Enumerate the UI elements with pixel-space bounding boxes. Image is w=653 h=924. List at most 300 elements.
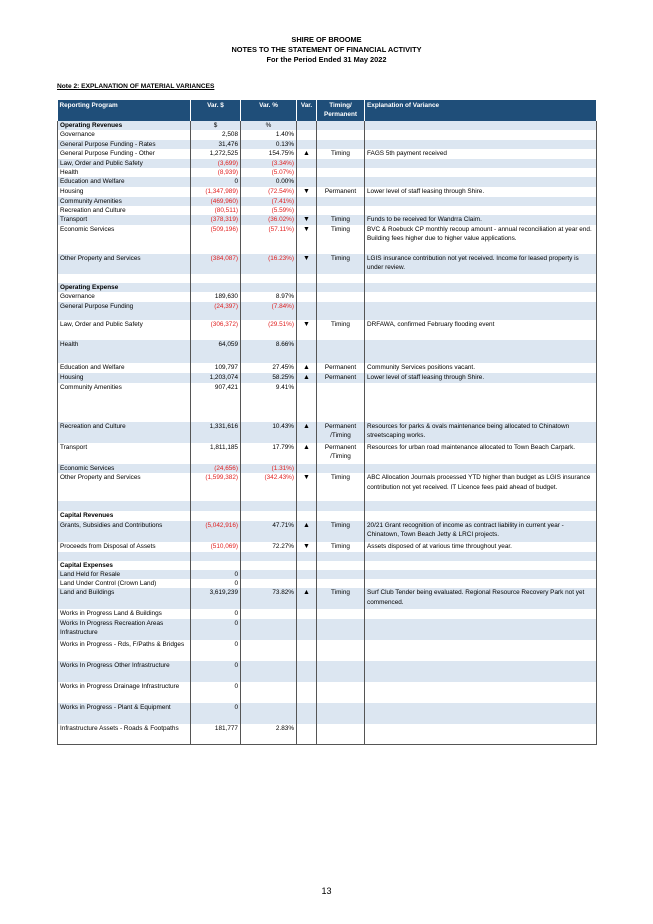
cell-timing: Timing [317, 215, 365, 224]
cell-explanation [365, 570, 597, 579]
cell-var-percent [241, 501, 297, 511]
cell-var-dollar: 189,630 [191, 292, 241, 302]
cell-var-percent: 27.45% [241, 363, 297, 373]
variance-arrow-icon: ▲ [297, 149, 317, 159]
cell-timing [317, 661, 365, 682]
variance-arrow-icon: ▼ [297, 225, 317, 254]
cell-var-percent: (5.07%) [241, 168, 297, 177]
table-row [58, 121, 597, 130]
cell-var-percent [241, 703, 297, 724]
cell-program: Works in Progress - Plant & Equipment [58, 703, 191, 724]
cell-timing [317, 619, 365, 640]
cell-var-percent: 154.75% [241, 149, 297, 159]
cell-program: Other Property and Services [58, 473, 191, 501]
cell-var-dollar [191, 274, 241, 283]
table-row [58, 177, 597, 186]
variance-arrow-icon: ▲ [297, 363, 317, 373]
table-row [58, 511, 597, 520]
cell-var-percent: (36.02%) [241, 215, 297, 224]
table-row [58, 579, 597, 588]
table-row [58, 130, 597, 139]
cell-program: Operating Expense [58, 283, 191, 292]
table-row [58, 443, 597, 464]
cell-explanation [365, 724, 597, 745]
cell-var-percent: 73.82% [241, 588, 297, 609]
col-header-var-percent: Var. % [241, 100, 297, 121]
cell-program: Land and Buildings [58, 588, 191, 609]
variance-arrow-icon [297, 661, 317, 682]
cell-var-dollar [191, 501, 241, 511]
col-header-program: Reporting Program [58, 100, 191, 121]
cell-var-dollar [191, 561, 241, 570]
cell-program [58, 501, 191, 511]
cell-timing [317, 302, 365, 320]
cell-timing: Timing [317, 320, 365, 340]
variance-arrow-icon: ▲ [297, 443, 317, 464]
cell-timing [317, 570, 365, 579]
cell-explanation [365, 661, 597, 682]
cell-explanation [365, 292, 597, 302]
table-row [58, 373, 597, 383]
cell-var-percent: (72.54%) [241, 187, 297, 197]
cell-timing: Permanent /Timing [317, 422, 365, 443]
cell-explanation: 20/21 Grant recognition of income as contract liability in current year - Chinatown, Town Beach Jetty & LRCI projects. [365, 521, 597, 542]
cell-var-percent [241, 682, 297, 703]
cell-program: General Purpose Funding - Rates [58, 140, 191, 149]
variance-arrow-icon [297, 561, 317, 570]
table-row [58, 703, 597, 724]
cell-var-percent [241, 561, 297, 570]
cell-var-percent [241, 283, 297, 292]
cell-var-percent [241, 570, 297, 579]
cell-var-dollar: 0 [191, 579, 241, 588]
report-header [0, 35, 653, 65]
cell-var-dollar: 0 [191, 661, 241, 682]
cell-var-percent: 47.71% [241, 521, 297, 542]
variance-arrow-icon [297, 383, 317, 422]
cell-var-percent: 8.66% [241, 340, 297, 363]
cell-var-percent: 0.13% [241, 140, 297, 149]
header-line-3: For the Period Ended 31 May 2022 [266, 55, 387, 64]
table-row [58, 570, 597, 579]
variance-arrow-icon [297, 703, 317, 724]
cell-program: Community Amenities [58, 197, 191, 206]
cell-timing [317, 511, 365, 520]
note-title: Note 2: EXPLANATION OF MATERIAL VARIANCES [57, 83, 215, 90]
variance-arrow-icon: ▲ [297, 373, 317, 383]
cell-explanation: Assets disposed of at various time throughout year. [365, 542, 597, 552]
cell-var-percent: 1.40% [241, 130, 297, 139]
cell-explanation [365, 579, 597, 588]
cell-timing [317, 552, 365, 561]
cell-explanation: ABC Allocation Journals processed YTD higher than budget as LGIS insurance contribution not yet received. IT Licence fees paid ahead of budget. [365, 473, 597, 501]
table-row [58, 340, 597, 363]
cell-var-dollar: 0 [191, 619, 241, 640]
variance-arrow-icon [297, 619, 317, 640]
cell-timing [317, 283, 365, 292]
col-header-var-dollar: Var. $ [191, 100, 241, 121]
cell-var-percent: 2.83% [241, 724, 297, 745]
cell-explanation: LGIS insurance contribution not yet received. Income for leased property is under review. [365, 254, 597, 274]
cell-program: Transport [58, 443, 191, 464]
variance-arrow-icon [297, 302, 317, 320]
cell-timing [317, 340, 365, 363]
variance-arrow-icon [297, 121, 317, 130]
cell-var-dollar: (469,960) [191, 197, 241, 206]
cell-var-dollar: 1,203,074 [191, 373, 241, 383]
table-row [58, 320, 597, 340]
cell-explanation [365, 552, 597, 561]
cell-explanation [365, 283, 597, 292]
cell-explanation [365, 177, 597, 186]
variance-arrow-icon [297, 130, 317, 139]
table-row [58, 609, 597, 618]
cell-explanation [365, 340, 597, 363]
cell-var-percent: % [241, 121, 297, 130]
cell-timing: Timing [317, 149, 365, 159]
cell-var-percent: (3.34%) [241, 159, 297, 168]
cell-timing [317, 703, 365, 724]
cell-program: Housing [58, 373, 191, 383]
cell-explanation [365, 206, 597, 215]
cell-var-dollar: 181,777 [191, 724, 241, 745]
table-row [58, 422, 597, 443]
cell-var-dollar: (509,196) [191, 225, 241, 254]
cell-explanation: Resources for parks & ovals maintenance being allocated to Chinatown streetscaping works. [365, 422, 597, 443]
cell-explanation: Resources for urban road maintenance allocated to Town Beach Carpark. [365, 443, 597, 464]
variance-arrow-icon [297, 579, 317, 588]
cell-program [58, 274, 191, 283]
cell-timing: Permanent [317, 187, 365, 197]
variance-arrow-icon [297, 501, 317, 511]
variance-arrow-icon [297, 340, 317, 363]
cell-var-percent [241, 511, 297, 520]
cell-var-dollar: (1,347,989) [191, 187, 241, 197]
table-row [58, 274, 597, 283]
cell-var-percent: (5.59%) [241, 206, 297, 215]
variance-arrow-icon [297, 283, 317, 292]
page-number: 13 [321, 886, 332, 896]
col-header-explanation: Explanation of Variance [365, 100, 597, 121]
variance-arrow-icon [297, 552, 317, 561]
cell-timing: Permanent [317, 363, 365, 373]
cell-var-dollar: (8,939) [191, 168, 241, 177]
cell-var-percent [241, 579, 297, 588]
table-row [58, 292, 597, 302]
table-row [58, 225, 597, 254]
cell-program [58, 552, 191, 561]
cell-var-percent: 58.25% [241, 373, 297, 383]
table-row [58, 661, 597, 682]
cell-var-dollar: (24,397) [191, 302, 241, 320]
cell-explanation: Lower level of staff leasing through Shire. [365, 187, 597, 197]
cell-explanation: BVC & Roebuck CP monthly recoup amount - annual reconciliation at year end. Building fees higher due to higher value applications. [365, 225, 597, 254]
cell-program: Recreation and Culture [58, 422, 191, 443]
cell-var-dollar: 1,331,616 [191, 422, 241, 443]
variance-arrow-icon: ▲ [297, 588, 317, 609]
cell-explanation: Community Services positions vacant. [365, 363, 597, 373]
cell-var-dollar: (1,599,382) [191, 473, 241, 501]
cell-program: Community Amenities [58, 383, 191, 422]
cell-var-dollar: 1,272,525 [191, 149, 241, 159]
cell-explanation [365, 302, 597, 320]
cell-var-dollar: $ [191, 121, 241, 130]
cell-program: Transport [58, 215, 191, 224]
header-line-2: NOTES TO THE STATEMENT OF FINANCIAL ACTIVITY [231, 45, 422, 54]
cell-timing: Permanent [317, 373, 365, 383]
table-row [58, 521, 597, 542]
variance-arrow-icon [297, 140, 317, 149]
table-header-row [58, 100, 597, 121]
cell-explanation: Funds to be received for Wandrra Claim. [365, 215, 597, 224]
variance-arrow-icon [297, 274, 317, 283]
variance-arrow-icon: ▼ [297, 320, 317, 340]
table-row [58, 724, 597, 745]
col-header-timing: Timing/ Permanent [317, 100, 365, 121]
cell-timing [317, 197, 365, 206]
cell-timing: Timing [317, 542, 365, 552]
variance-arrow-icon: ▼ [297, 254, 317, 274]
cell-explanation [365, 121, 597, 130]
cell-timing [317, 206, 365, 215]
cell-timing [317, 168, 365, 177]
cell-program: General Purpose Funding [58, 302, 191, 320]
cell-var-dollar: (306,372) [191, 320, 241, 340]
cell-var-percent [241, 661, 297, 682]
cell-var-dollar: 907,421 [191, 383, 241, 422]
cell-var-percent: 17.79% [241, 443, 297, 464]
variance-arrow-icon: ▼ [297, 473, 317, 501]
variance-arrow-icon: ▲ [297, 422, 317, 443]
variance-arrow-icon [297, 640, 317, 661]
table-body [58, 121, 597, 745]
cell-var-percent: (342.43%) [241, 473, 297, 501]
table-row [58, 254, 597, 274]
cell-var-dollar: 1,811,185 [191, 443, 241, 464]
cell-program: Law, Order and Public Safety [58, 159, 191, 168]
header-line-1: SHIRE OF BROOME [291, 35, 362, 44]
variance-arrow-icon [297, 570, 317, 579]
cell-timing: Timing [317, 588, 365, 609]
cell-explanation [365, 561, 597, 570]
cell-var-dollar: 64,059 [191, 340, 241, 363]
table-row [58, 619, 597, 640]
cell-explanation: FAGS 5th payment received [365, 149, 597, 159]
cell-var-dollar: 2,508 [191, 130, 241, 139]
cell-var-percent [241, 274, 297, 283]
table-row [58, 640, 597, 661]
variance-arrow-icon [297, 511, 317, 520]
cell-explanation [365, 168, 597, 177]
cell-var-dollar: (80,511) [191, 206, 241, 215]
variance-arrow-icon [297, 177, 317, 186]
cell-var-dollar [191, 552, 241, 561]
cell-program: Works in Progress Drainage Infrastructure [58, 682, 191, 703]
cell-var-percent: 9.41% [241, 383, 297, 422]
cell-program: Governance [58, 292, 191, 302]
cell-program: Land Held for Resale [58, 570, 191, 579]
cell-var-dollar: 0 [191, 570, 241, 579]
cell-var-percent [241, 640, 297, 661]
cell-explanation [365, 511, 597, 520]
cell-timing [317, 682, 365, 703]
variance-arrow-icon [297, 464, 317, 473]
cell-program: Health [58, 168, 191, 177]
variance-arrow-icon: ▼ [297, 187, 317, 197]
cell-program: Works In Progress Other Infrastructure [58, 661, 191, 682]
cell-var-percent: (7.84%) [241, 302, 297, 320]
cell-timing [317, 561, 365, 570]
cell-explanation: Lower level of staff leasing through Shire. [365, 373, 597, 383]
cell-var-dollar [191, 283, 241, 292]
cell-explanation [365, 140, 597, 149]
variance-arrow-icon [297, 292, 317, 302]
cell-program: Operating Revenues [58, 121, 191, 130]
table-row [58, 561, 597, 570]
cell-var-percent: (1.31%) [241, 464, 297, 473]
variance-arrow-icon [297, 206, 317, 215]
cell-program: Infrastructure Assets - Roads & Footpaths [58, 724, 191, 745]
cell-explanation [365, 609, 597, 618]
cell-var-percent: 8.97% [241, 292, 297, 302]
cell-var-percent [241, 609, 297, 618]
variance-table [57, 100, 597, 745]
cell-timing [317, 177, 365, 186]
table-row [58, 682, 597, 703]
variance-arrow-icon [297, 197, 317, 206]
cell-explanation [365, 703, 597, 724]
cell-var-dollar: 109,797 [191, 363, 241, 373]
variance-arrow-icon [297, 609, 317, 618]
cell-explanation [365, 130, 597, 139]
variance-arrow-icon: ▼ [297, 215, 317, 224]
cell-program: Education and Welfare [58, 177, 191, 186]
cell-program: Other Property and Services [58, 254, 191, 274]
cell-var-dollar: (510,069) [191, 542, 241, 552]
cell-timing [317, 579, 365, 588]
variance-arrow-icon: ▼ [297, 542, 317, 552]
cell-var-dollar: 0 [191, 609, 241, 618]
cell-program: Economic Services [58, 225, 191, 254]
cell-timing: Timing [317, 473, 365, 501]
table-row [58, 473, 597, 501]
variance-arrow-icon [297, 159, 317, 168]
cell-var-dollar: 0 [191, 682, 241, 703]
cell-program: Works In Progress Recreation Areas Infrastructure [58, 619, 191, 640]
cell-var-dollar: (3,699) [191, 159, 241, 168]
cell-timing [317, 140, 365, 149]
cell-var-percent: 0.00% [241, 177, 297, 186]
cell-var-percent: (16.23%) [241, 254, 297, 274]
cell-program: Economic Services [58, 464, 191, 473]
cell-timing [317, 159, 365, 168]
cell-program: Recreation and Culture [58, 206, 191, 215]
cell-explanation [365, 197, 597, 206]
cell-program: Capital Expenses [58, 561, 191, 570]
cell-var-dollar [191, 511, 241, 520]
cell-timing: Timing [317, 225, 365, 254]
table-row [58, 140, 597, 149]
variance-arrow-icon: ▲ [297, 521, 317, 542]
cell-timing [317, 121, 365, 130]
cell-program: Capital Revenues [58, 511, 191, 520]
cell-var-percent: (7.41%) [241, 197, 297, 206]
cell-explanation: DRFAWA, confirmed February flooding event [365, 320, 597, 340]
cell-var-dollar: 0 [191, 640, 241, 661]
cell-var-percent: 10.43% [241, 422, 297, 443]
cell-program: Housing [58, 187, 191, 197]
cell-program: Governance [58, 130, 191, 139]
cell-program: Proceeds from Disposal of Assets [58, 542, 191, 552]
table-row [58, 501, 597, 511]
cell-program: Health [58, 340, 191, 363]
cell-explanation [365, 640, 597, 661]
table-row [58, 197, 597, 206]
cell-var-dollar: (5,042,916) [191, 521, 241, 542]
table-row [58, 588, 597, 609]
cell-var-dollar: (384,087) [191, 254, 241, 274]
table-row [58, 383, 597, 422]
cell-timing [317, 292, 365, 302]
cell-explanation [365, 619, 597, 640]
cell-var-percent: (57.11%) [241, 225, 297, 254]
cell-program: Grants, Subsidies and Contributions [58, 521, 191, 542]
cell-timing [317, 130, 365, 139]
cell-explanation [365, 682, 597, 703]
table-row [58, 215, 597, 224]
cell-program: Education and Welfare [58, 363, 191, 373]
cell-explanation [365, 159, 597, 168]
cell-program: Law, Order and Public Safety [58, 320, 191, 340]
cell-timing: Timing [317, 254, 365, 274]
cell-timing [317, 501, 365, 511]
cell-explanation [365, 501, 597, 511]
cell-var-dollar: (24,656) [191, 464, 241, 473]
variance-arrow-icon [297, 724, 317, 745]
cell-timing: Permanent /Timing [317, 443, 365, 464]
cell-explanation [365, 274, 597, 283]
cell-explanation [365, 383, 597, 422]
table-row [58, 159, 597, 168]
cell-timing [317, 383, 365, 422]
table-row [58, 168, 597, 177]
cell-var-dollar: 0 [191, 703, 241, 724]
cell-var-percent [241, 552, 297, 561]
table-row [58, 283, 597, 292]
col-header-var-indicator: Var. [297, 100, 317, 121]
table-row [58, 206, 597, 215]
table-row [58, 542, 597, 552]
table-row [58, 363, 597, 373]
cell-timing [317, 640, 365, 661]
cell-program: Land Under Control (Crown Land) [58, 579, 191, 588]
table-row [58, 149, 597, 159]
cell-explanation: Surf Club Tender being evaluated. Regional Resource Recovery Park not yet commenced. [365, 588, 597, 609]
cell-var-percent [241, 619, 297, 640]
cell-timing [317, 464, 365, 473]
cell-timing [317, 724, 365, 745]
table-row [58, 552, 597, 561]
cell-var-percent: 72.27% [241, 542, 297, 552]
table-row [58, 302, 597, 320]
cell-var-dollar: 3,619,239 [191, 588, 241, 609]
cell-program: Works in Progress - Rds, F/Paths & Bridges [58, 640, 191, 661]
variance-arrow-icon [297, 168, 317, 177]
cell-var-dollar: 0 [191, 177, 241, 186]
cell-var-dollar: (378,319) [191, 215, 241, 224]
table-row [58, 187, 597, 197]
cell-program: General Purpose Funding - Other [58, 149, 191, 159]
